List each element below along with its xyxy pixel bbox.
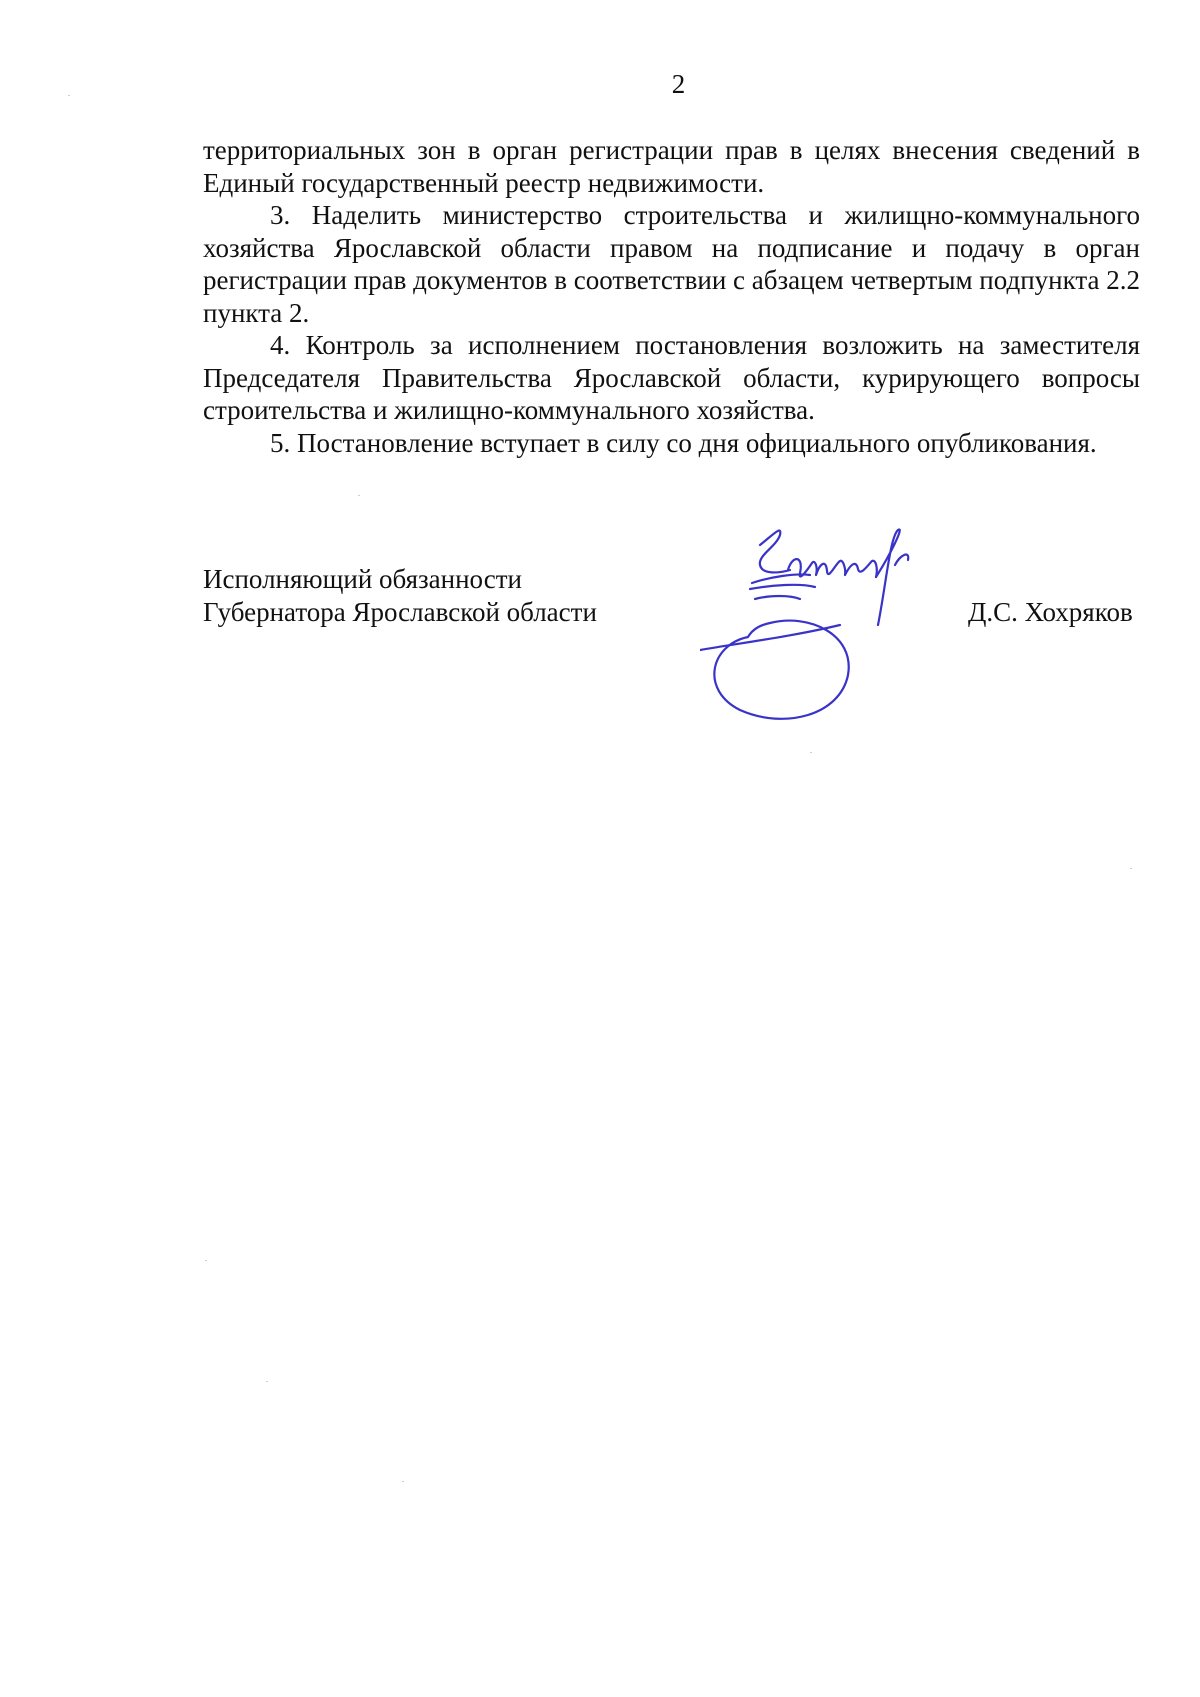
- scan-speck: [266, 1381, 268, 1382]
- scan-speck: [402, 1481, 404, 1482]
- handwritten-signature: [700, 525, 960, 725]
- scan-speck: [1130, 868, 1132, 869]
- paragraph-item-5: 5. Постановление вступает в силу со дня официального опубликования.: [270, 427, 1097, 458]
- scan-speck: [810, 752, 812, 753]
- signatory-position-line-1: Исполняющий обязанности: [203, 564, 522, 594]
- signatory-position-line-2: Губернатора Ярославской области: [203, 597, 597, 627]
- document-body: [203, 134, 1140, 459]
- signatory-position: [203, 563, 597, 629]
- scan-speck: [205, 1260, 207, 1261]
- paragraph-item-4: 4. Контроль за исполнением постановления возложить на заместителя Председателя Правительства Ярославской области, курирующего вопросы строительства и жилищно-коммунального хозяйства.: [203, 330, 1140, 425]
- scan-speck: [68, 95, 70, 96]
- scan-speck: [358, 495, 360, 496]
- paragraph-item-3: 3. Наделить министерство строительства и жилищно-коммунального хозяйства Ярославской области правом на подписание и подачу в орган регистрации прав документов в соответствии с абзацем четвертым подпункта 2.2 пункта 2.: [203, 200, 1140, 328]
- page-number: 2: [671, 69, 686, 99]
- paragraph-continuation: территориальных зон в орган регистрации прав в целях внесения сведений в Единый государственный реестр недвижимости.: [203, 135, 1140, 198]
- signatory-name: Д.С. Хохряков: [968, 597, 1133, 627]
